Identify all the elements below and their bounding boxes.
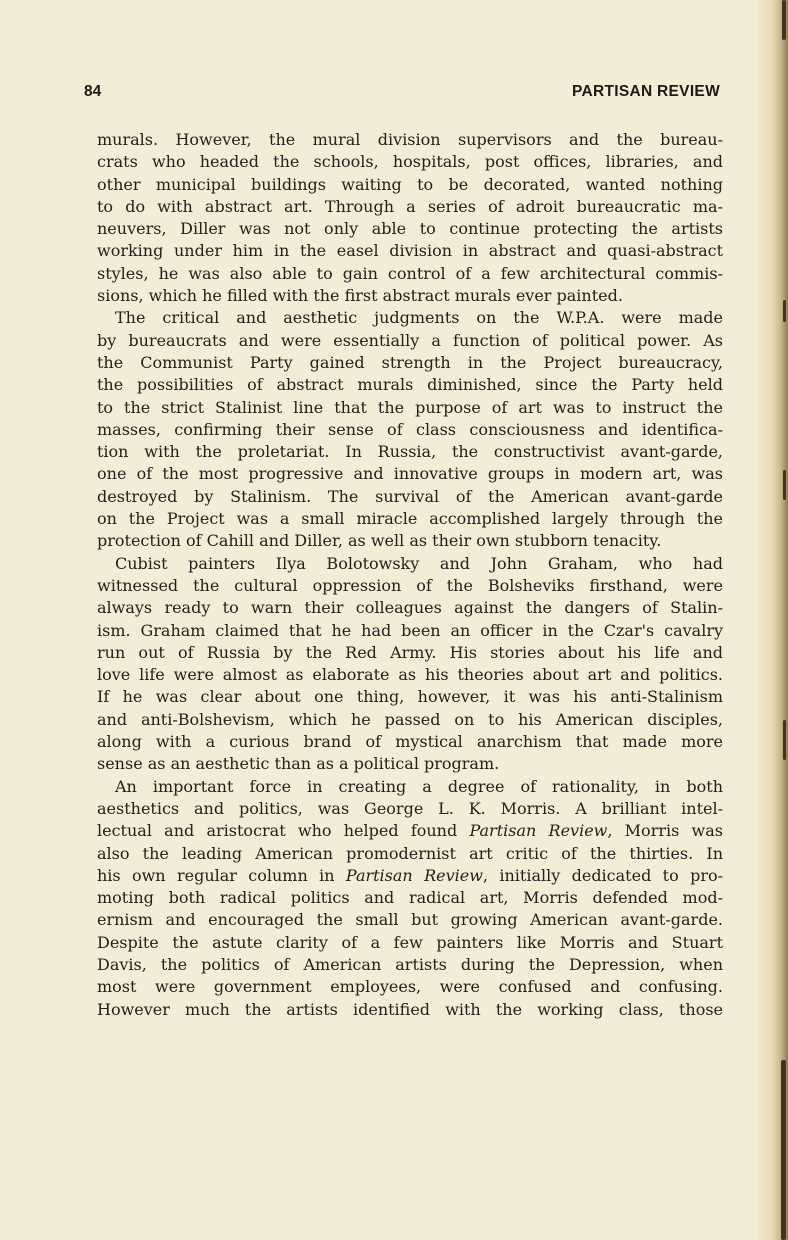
page-binding-edge: [758, 0, 788, 1240]
text-line-content: destroyed by Stalinism. The survival of the American avant-garde: [97, 486, 723, 506]
text-line: [97, 642, 723, 664]
text-line-content: ism. Graham claimed that he had been an officer in the Czar's cavalry: [97, 620, 723, 640]
text-line: [97, 508, 723, 530]
text-line-content: love life were almost as elaborate as his theories about art and politics.: [97, 665, 723, 685]
text-line-content: sense as an aesthetic than as a political program.: [97, 754, 500, 774]
text-line: [97, 263, 723, 285]
text-line-content: Cubist painters Ilya Bolotowsky and John Graham, who had: [115, 553, 723, 573]
text-line-content: neuvers, Diller was not only able to continue protecting the artists: [97, 219, 723, 239]
text-line: [97, 174, 723, 196]
text-line-content: to do with abstract art. Through a series of adroit bureaucratic ma-: [97, 196, 723, 216]
text-line-content: along with a curious brand of mystical anarchism that made more: [97, 732, 723, 752]
text-line-content: ernism and encouraged the small but growing American avant-garde.: [97, 910, 723, 930]
text-line-content: protection of Cahill and Diller, as well as their own stubborn tenacity.: [97, 531, 662, 551]
text-line: [97, 776, 723, 798]
text-line: [97, 530, 723, 552]
text-line: [97, 240, 723, 262]
page-header: [84, 83, 720, 107]
text-line-content: Davis, the politics of American artists during the Depression, when: [97, 954, 723, 974]
text-line-content: working under him in the easel division in abstract and quasi-abstract: [97, 241, 723, 261]
page-number: 84: [84, 83, 102, 100]
text-line: [97, 976, 723, 998]
text-line-content: crats who headed the schools, hospitals, post offices, libraries, and: [97, 152, 723, 172]
text-line: [97, 597, 723, 619]
text-line-content: An important force in creating a degree of rationality, in both: [115, 776, 723, 796]
text-line-content: styles, he was also able to gain control of a few architectural commis-: [97, 263, 723, 283]
text-line-continuation: , initially dedicated to pro-: [482, 865, 724, 885]
text-line-content: lectual and aristocrat who helped found: [97, 821, 470, 841]
text-line: [97, 352, 723, 374]
text-line-content: the possibilities of abstract murals diminished, since the Party held: [97, 375, 723, 395]
text-line-content: the Communist Party gained strength in the Project bureaucracy,: [97, 352, 723, 372]
text-line-content: run out of Russia by the Red Army. His stories about his life and: [97, 642, 723, 662]
text-line: [97, 151, 723, 173]
text-line-content: murals. However, the mural division supervisors and the bureau-: [97, 130, 723, 149]
text-line: [97, 843, 723, 865]
text-line: [97, 709, 723, 731]
text-line-content: tion with the proletariat. In Russia, the constructivist avant-garde,: [97, 442, 723, 462]
text-line: [97, 865, 723, 887]
text-line: [97, 999, 723, 1021]
text-line: [97, 463, 723, 485]
text-line: [97, 731, 723, 753]
text-line-content: by bureaucrats and were essentially a function of political power. As: [97, 330, 723, 350]
text-line-content: also the leading American promodernist art critic of the thirties. In: [97, 843, 723, 863]
text-line: [97, 374, 723, 396]
text-line: [97, 330, 723, 352]
text-line: [97, 664, 723, 686]
text-line: [97, 129, 723, 151]
text-line: [97, 218, 723, 240]
text-line-continuation: , Morris was: [607, 821, 723, 841]
text-line: [97, 486, 723, 508]
text-line-content: always ready to warn their colleagues against the dangers of Stalin-: [97, 598, 723, 618]
text-line-content: masses, confirming their sense of class consciousness and identifica-: [97, 419, 723, 439]
text-line-content: and anti-Bolshevism, which he passed on to his American disciples,: [97, 709, 723, 729]
text-line-content: moting both radical politics and radical art, Morris defended mod-: [97, 888, 723, 908]
text-line: [97, 887, 723, 909]
text-line-content: aesthetics and politics, was George L. K. Morris. A brilliant intel-: [97, 798, 723, 818]
text-line: [97, 932, 723, 954]
text-line-content: However much the artists identified with the working class, those: [97, 999, 723, 1019]
text-line: [97, 419, 723, 441]
text-line: [97, 820, 723, 842]
text-line-content: other municipal buildings waiting to be decorated, wanted nothing: [97, 174, 723, 194]
text-line: [97, 798, 723, 820]
text-line: [97, 909, 723, 931]
article-body: [97, 129, 723, 1021]
text-line: [97, 575, 723, 597]
text-line: [97, 196, 723, 218]
text-line: [97, 753, 723, 775]
text-line: [97, 553, 723, 575]
journal-title: Partisan Review: [469, 821, 608, 841]
text-line-content: The critical and aesthetic judgments on the W.P.A. were made: [115, 308, 723, 328]
text-line-content: one of the most progressive and innovative groups in modern art, was: [97, 464, 723, 484]
text-line-content: on the Project was a small miracle accomplished largely through the: [97, 509, 723, 529]
text-line: [97, 620, 723, 642]
text-line-content: most were government employees, were confused and confusing.: [97, 977, 723, 997]
text-line: [97, 397, 723, 419]
text-line: [97, 307, 723, 329]
journal-title: Partisan Review: [345, 865, 483, 885]
running-head: PARTISAN REVIEW: [571, 83, 720, 100]
text-line-content: witnessed the cultural oppression of the Bolsheviks firsthand, were: [97, 575, 723, 595]
text-line-content: Despite the astute clarity of a few painters like Morris and Stuart: [97, 932, 723, 952]
text-line-content: his own regular column in: [97, 865, 346, 885]
text-line-content: to the strict Stalinist line that the purpose of art was to instruct the: [97, 397, 723, 417]
text-line: [97, 441, 723, 463]
text-line-content: sions, which he filled with the first abstract murals ever painted.: [97, 286, 623, 306]
text-line: [97, 285, 723, 307]
text-line: [97, 954, 723, 976]
text-line: [97, 686, 723, 708]
text-line-content: If he was clear about one thing, however, it was his anti-Stalinism: [97, 687, 723, 707]
